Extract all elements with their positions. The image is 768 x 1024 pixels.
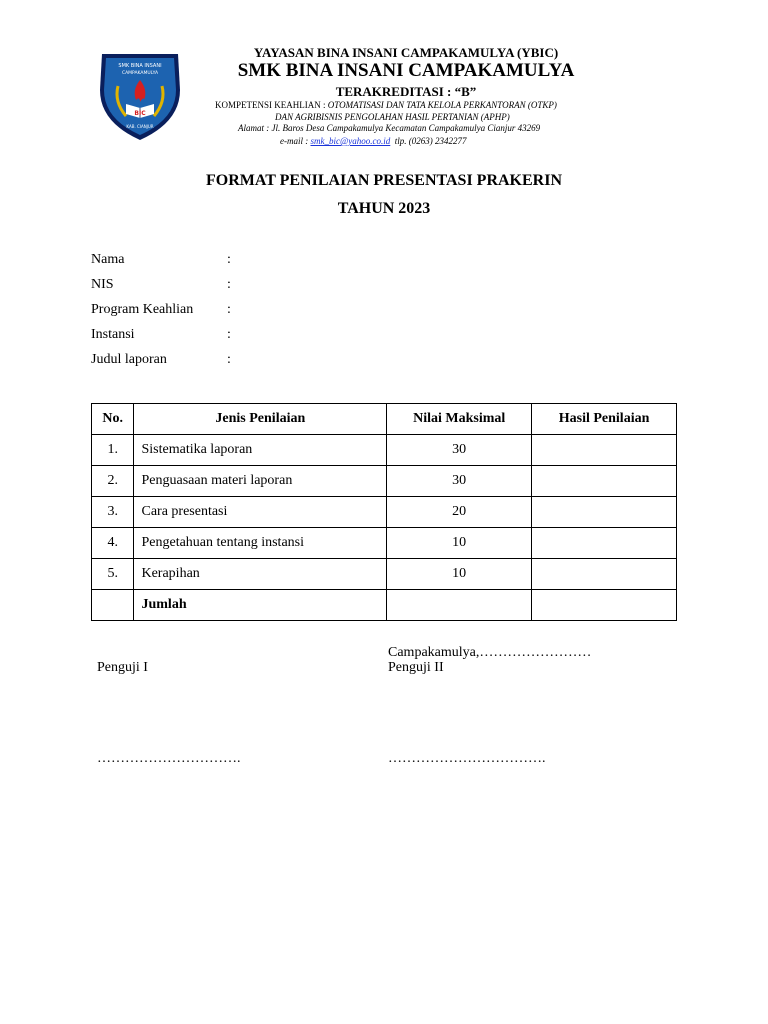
row-no: 5. [92, 559, 134, 590]
table-row [92, 497, 677, 528]
competence-line [215, 100, 557, 110]
svg-text:KAB. CIANJUR: KAB. CIANJUR [126, 124, 154, 129]
row-hasil[interactable] [532, 466, 677, 497]
row-nilai: 30 [387, 435, 532, 466]
email-label: e-mail : [280, 136, 311, 146]
header-hasil: Hasil Penilaian [532, 404, 677, 435]
field-nama-colon: : [227, 252, 231, 267]
row-hasil[interactable] [532, 497, 677, 528]
field-nama-label: Nama [91, 252, 125, 267]
row-jenis: Pengetahuan tentang instansi [134, 528, 387, 559]
header-no: No. [92, 404, 134, 435]
foundation-name: YAYASAN BINA INSANI CAMPAKAMULYA (YBIC) [253, 45, 559, 60]
document-year: TAHUN 2023 [337, 200, 431, 217]
row-hasil[interactable] [532, 435, 677, 466]
field-judul-colon: : [227, 352, 231, 367]
row-jenis: Penguasaan materi laporan [134, 466, 387, 497]
row-nilai: 30 [387, 466, 532, 497]
email-link[interactable]: smk_bic@yahoo.co.id [310, 136, 391, 146]
field-nis-label: NIS [91, 277, 114, 292]
total-nilai[interactable] [387, 590, 532, 621]
competence-2: DAN AGRIBISNIS PENGOLAHAN HASIL PERTANIAN (APHP) [275, 112, 510, 122]
row-nilai: 10 [387, 528, 532, 559]
row-nilai: 20 [387, 497, 532, 528]
table-header-row [92, 404, 677, 435]
competence-label: KOMPETENSI KEAHLIAN : [215, 100, 328, 110]
examiner-2-signature-line: ……………………………. [388, 751, 546, 766]
field-program-label: Program Keahlian [91, 302, 194, 317]
row-no: 3. [92, 497, 134, 528]
table-row [92, 435, 677, 466]
row-no: 2. [92, 466, 134, 497]
address: Alamat : Jl. Baros Desa Campakamulya Kecamatan Campakamulya Cianjur 43269 [238, 123, 541, 133]
field-program-colon: : [227, 302, 231, 317]
total-no [92, 590, 134, 621]
field-instansi-label: Instansi [91, 327, 135, 342]
table-total-row [92, 590, 677, 621]
total-label: Jumlah [134, 590, 387, 621]
accreditation: TERAKREDITASI : “B” [335, 84, 477, 99]
total-hasil[interactable] [532, 590, 677, 621]
svg-text:SMK BINA INSANI: SMK BINA INSANI [118, 63, 162, 69]
row-jenis: Sistematika laporan [134, 435, 387, 466]
examiner-1-label: Penguji I [97, 660, 148, 675]
field-instansi-colon: : [227, 327, 231, 342]
row-no: 4. [92, 528, 134, 559]
table-row [92, 559, 677, 590]
row-jenis: Kerapihan [134, 559, 387, 590]
row-jenis: Cara presentasi [134, 497, 387, 528]
competence-1: OTOMATISASI DAN TATA KELOLA PERKANTORAN (OTKP) [327, 100, 557, 110]
examiner-2-label: Penguji II [388, 660, 444, 675]
svg-text:CAMPAKAMULYA: CAMPAKAMULYA [121, 71, 159, 76]
school-name: SMK BINA INSANI CAMPAKAMULYA [237, 60, 575, 81]
field-judul-label: Judul laporan [91, 352, 167, 367]
score-table [91, 403, 677, 621]
header-jenis: Jenis Penilaian [134, 404, 387, 435]
examiner-1-signature-line: …………………………. [97, 751, 241, 766]
phone: tlp. (0263) 2342277 [394, 136, 467, 146]
header-nilai: Nilai Maksimal [387, 404, 532, 435]
row-hasil[interactable] [532, 528, 677, 559]
row-nilai: 10 [387, 559, 532, 590]
row-no: 1. [92, 435, 134, 466]
svg-text:BIC: BIC [134, 110, 146, 117]
document-title: FORMAT PENILAIAN PRESENTASI PRAKERIN [205, 172, 563, 189]
contact-line [280, 136, 467, 146]
table-row [92, 466, 677, 497]
field-nis-colon: : [227, 277, 231, 292]
table-row [92, 528, 677, 559]
place-date: Campakamulya,…………………… [388, 645, 592, 660]
row-hasil[interactable] [532, 559, 677, 590]
